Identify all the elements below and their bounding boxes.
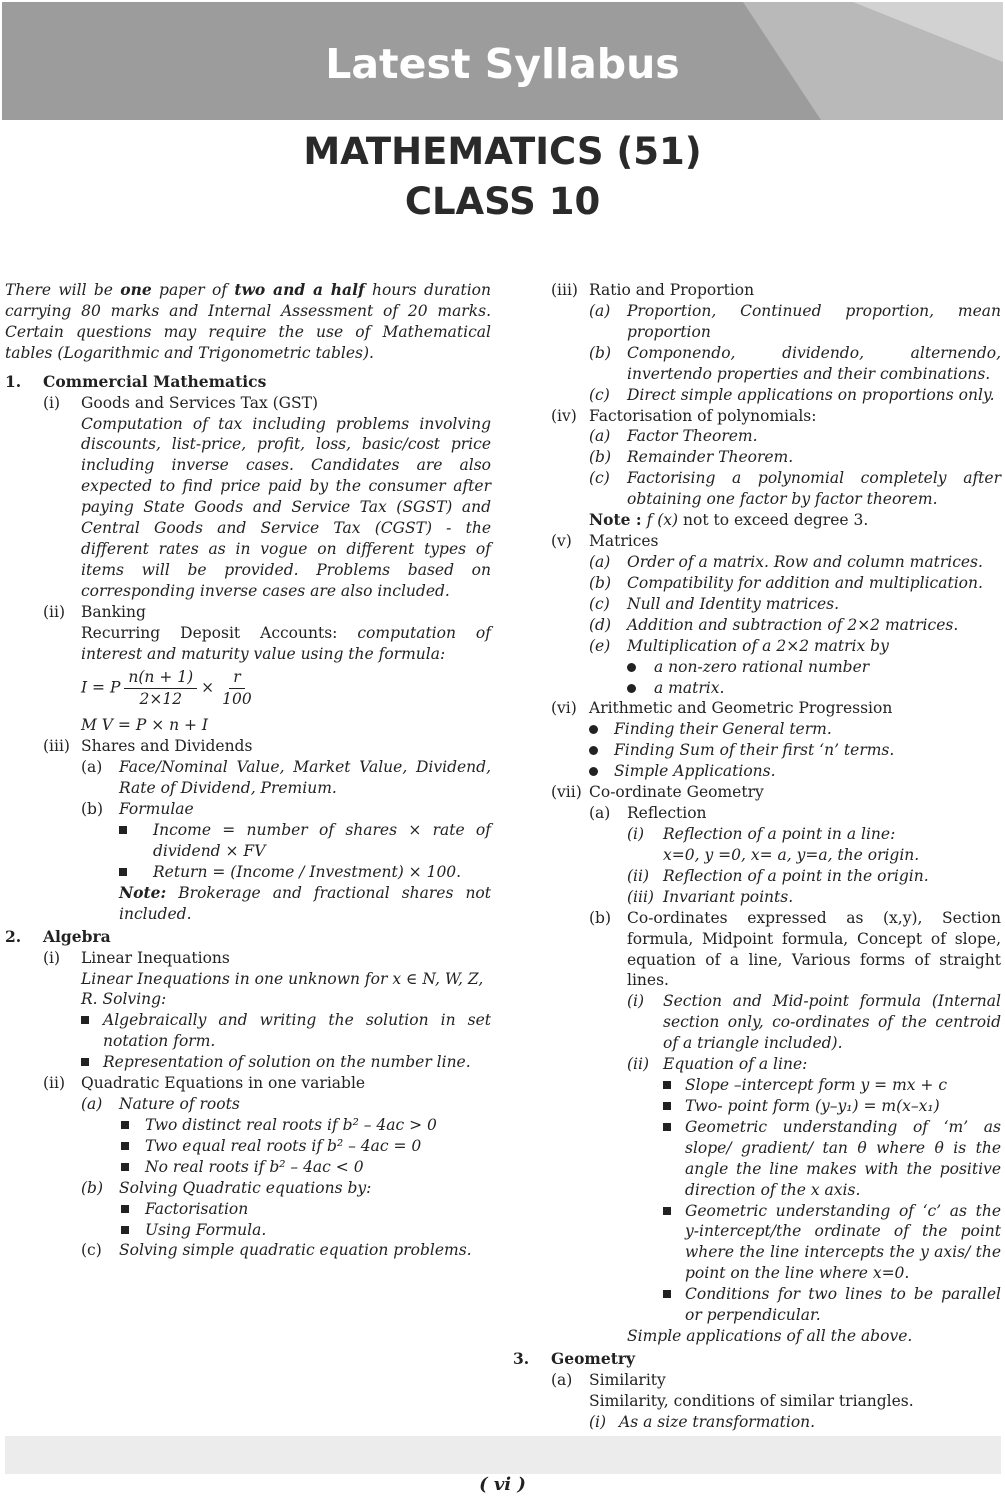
topic-linear-inequations: (i) Linear Inequations Linear Inequations in one unknown for x ∈ N, W, Z, R. Solving: Algebraically and writing the solution in set notation form. Representation of solution on the number line. [43, 948, 491, 1072]
topic-quadratic-equations: (ii) Quadratic Equations in one variable (a) Nature of roots Two distinct real roots if b² – 4ac > 0 Two equal real roots if b² – 4ac = 0 No real roots if b² – 4ac < 0 (b) Solving Quadratic equations by: Factorisation Using Formula. (c) Solving simple quadratic equation problems. [43, 1074, 472, 1260]
section-commercial-mathematics: 1. Commercial Mathematics [5, 371, 267, 391]
bullet-icon [589, 767, 598, 776]
subject-title: MATHEMATICS (51) [303, 130, 702, 173]
class-title: CLASS 10 [404, 180, 601, 223]
topic-ratio-proportion: (iii) Ratio and Proportion (a) Proportion, Continued proportion, mean proportion (b) Componendo, dividendo, alternendo, invertendo properties and their combinations. (c) Direct simple applications on proportions only. [551, 281, 1001, 404]
footer-bar [5, 1436, 1001, 1474]
left-column [5, 280, 491, 1261]
bullet-icon [121, 1142, 129, 1150]
bullet-icon [121, 1121, 129, 1129]
section-title: Algebra [43, 926, 111, 946]
bullet-icon [121, 1205, 129, 1213]
bullet-icon [589, 725, 598, 734]
topic-factorisation: (iv) Factorisation of polynomials: (a) Factor Theorem. (b) Remainder Theorem. (c) Factorising a polynomial completely after obtaining one factor by factor theorem. Note : f (x) not to exceed degree 3. [551, 406, 1001, 530]
interest-formula: I = P $\frac{n(n + 1)}{2\times 12}$ × $\frac{r}{100}$ [81, 667, 252, 708]
bullet-icon [81, 1058, 89, 1066]
section-algebra: 2. Algebra [5, 926, 111, 946]
bullet-icon [663, 1123, 671, 1131]
bullet-icon [663, 1081, 671, 1089]
bullet-icon [81, 1016, 89, 1024]
page-number: ( vi ) [479, 1474, 526, 1495]
bullet-icon [663, 1207, 671, 1215]
bullet-icon [663, 1290, 671, 1298]
topic-banking: (ii) Banking Recurring Deposit Accounts: computation of interest and maturity value using the formula: I = P $\frac{n(n + 1)}{2\times 12}$ × $\frac{r}{100}$ M V = P × n + I [43, 602, 491, 735]
bullet-icon [121, 1226, 129, 1234]
bullet-icon [589, 746, 598, 755]
header-banner [2, 2, 1003, 120]
banner-title: Latest Syllabus [325, 40, 680, 88]
topic-shares: (iii) Shares and Dividends (a) Face/Nominal Value, Market Value, Dividend, Rate of Dividend, Premium. (b) Formulae Income = number of shares × rate of dividend × FV Return = (Income / Investment) × 100. Note: Brokerage and fractional shares not included. [43, 737, 491, 923]
topic-coordinate-geometry: (vii) Co-ordinate Geometry (a) Reflection (i) Reflection of a point in a line: x=0, y =0, x= a, y=a, the origin. (ii) Reflection of a point in the origin. (iii) Invariant points. (b) Co-ordinates expressed as (x,y), Section formula, Midpoint formula, Concept of slope, equation of a line, Various forms of straight lines. (i) Section and Mid-point formula (Internal section only, co-ordinates of the centroid of a triangle included). (ii) Equation of a line: Slope –intercept form y = mx + c Two- point form (y–y₁) = m(x–x₁) Geometric understanding of ‘m’ as slope/ gradient/ tan θ where θ is the angle the line makes with the positive direction of the x axis. Geometric understanding of ‘c’ as the y-intercept/the ordinate of the point where the line intercepts the y axis/ the point on the line where x=0. Conditions for two lines to be parallel or perpendicular. Simple applications of all the above. [551, 783, 1001, 1346]
section-geometry: 3. Geometry [513, 1349, 636, 1369]
section-title: Geometry [551, 1349, 636, 1369]
bullet-icon [119, 868, 127, 876]
topic-similarity: (a) Similarity Similarity, conditions of similar triangles. (i) As a size transformation. [551, 1370, 914, 1431]
right-column [513, 280, 1001, 1433]
intro-paragraph: There will be one paper of two and a half hours duration carrying 80 marks and Internal Assessment of 20 marks. Certain questions may require the use of Mathematical tables (Logarithmic and Trigonometric tables). [5, 280, 491, 362]
topic-gst: (i) Goods and Services Tax (GST) Computation of tax including problems involving discounts, list-price, profit, loss, basic/cost price including inverse cases. Candidates are also expected to find price paid by the consumer after paying State Goods and Service Tax (SGST) and Central Goods and Service Tax (CGST) - the different rates as in vogue on different types of items will be provided. Problems based on corresponding inverse cases are also included. [43, 393, 491, 600]
bullet-icon [663, 1102, 671, 1110]
bullet-icon [119, 826, 127, 834]
bullet-icon [121, 1163, 129, 1171]
section-title: Commercial Mathematics [43, 371, 267, 391]
topic-progressions: (vi) Arithmetic and Geometric Progression Finding their General term. Finding Sum of their first ‘n’ terms. Simple Applications. [551, 699, 895, 781]
topic-matrices: (v) Matrices (a) Order of a matrix. Row and column matrices. (b) Compatibility for addition and multiplication. (c) Null and Identity matrices. (d) Addition and subtraction of 2×2 matrices. (e) Multiplication of a 2×2 matrix by a non-zero rational number a matrix. [551, 532, 983, 697]
maturity-formula: M V = P × n + I [81, 716, 209, 735]
bullet-icon [627, 663, 636, 672]
bullet-icon [627, 684, 636, 693]
